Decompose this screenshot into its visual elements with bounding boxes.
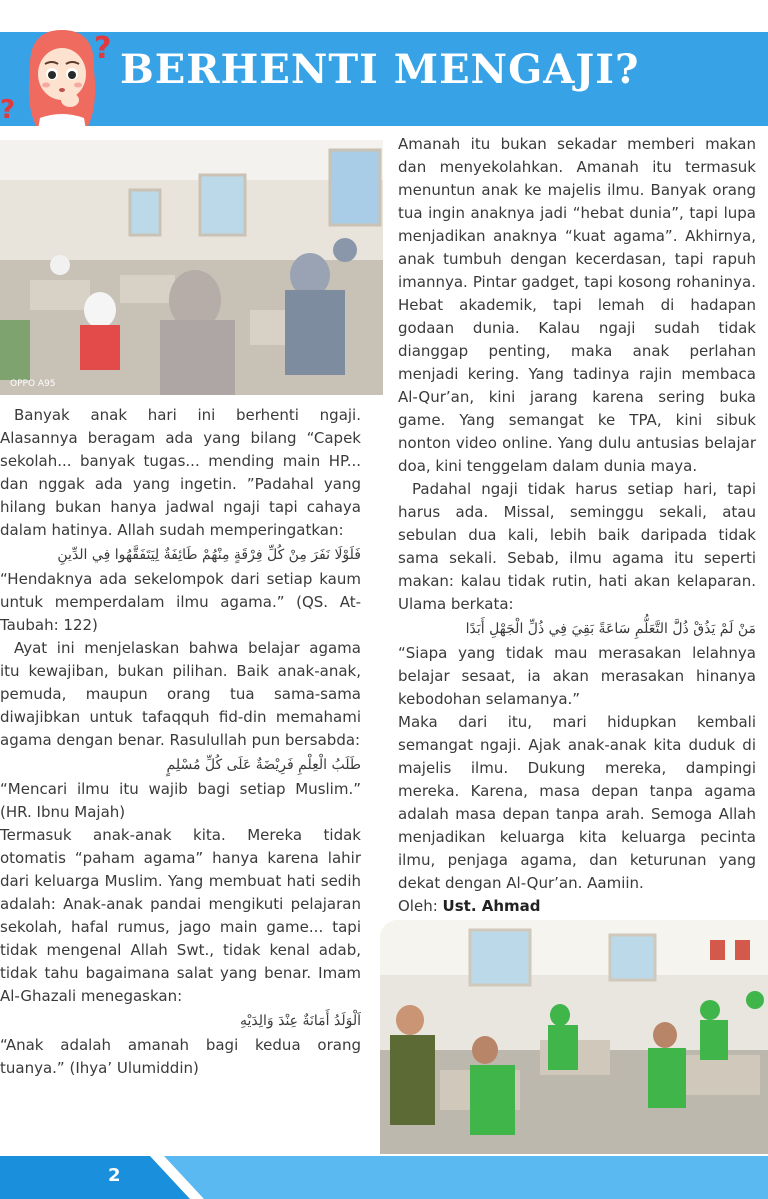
quran-verse: فَلَوْلَا نَفَرَ مِنْ كُلِّ فِرْقَةٍ مِنْهُمْ طَائِفَةٌ لِيَتَفَقَّهُوا فِي الدِّينِ — [57, 547, 361, 563]
author-name: Ust. Ahmad — [442, 897, 541, 915]
right-paragraph-2: Padahal ngaji tidak harus setiap hari, tapi harus ada. Missal, seminggu sekali, atau sebulan dua kali, lebih baik daripada tidak sama sekali. Sebab, ilmu agama itu seperti makan: kalau tidak rutin, hati akan kelaparan. Ulama berkata: — [398, 480, 756, 613]
classroom-photo-bottom — [380, 920, 768, 1154]
author-line — [398, 895, 756, 918]
left-paragraph-1: Banyak anak hari ini berhenti ngaji. Alasannya beragam ada yang bilang “Capek sekolah... banyak tugas... mending main HP... dan nggak ada yang ingetin. ”Padahal yang hilang bukan hanya jadwal ngaji tapi cahaya dalam hatinya. Allah sudah memperingatkan: — [0, 406, 361, 539]
hadith-translation: “Mencari ilmu itu wajib bagi setiap Muslim.” (HR. Ibnu Majah) — [0, 780, 361, 821]
svg-text:?: ? — [0, 95, 16, 125]
verse-translation: “Hendaknya ada sekelompok dari setiap kaum untuk memperdalam ilmu agama.” (QS. At-Taubah: 122) — [0, 570, 361, 634]
author-label: Oleh: — [398, 897, 438, 915]
hadith-text: طَلَبُ الْعِلْمِ فَرِيْضَةٌ عَلَى كُلِّ مُسْلِمٍ — [166, 757, 361, 773]
ulama-quote: مَنْ لَمْ يَذُقْ ذُلَّ التَّعَلُّمِ سَاعَةً بَقِيَ فِي ذُلِّ الْجَهْلِ أَبَدًا — [465, 621, 756, 637]
svg-text:?: ? — [94, 31, 112, 66]
mascot-illustration — [0, 18, 120, 130]
ulama-translation: “Siapa yang tidak mau merasakan lelahnya belajar sesaat, ia akan merasakan hinanya kebodohan selamanya.” — [398, 644, 756, 708]
right-paragraph-1: Amanah itu bukan sekadar memberi makan dan menyekolahkan. Amanah itu termasuk menuntun anak ke majelis ilmu. Banyak orang tua ingin anaknya jadi “hebat dunia”, tapi lupa menjadikan anaknya “kuat agama”. Akhirnya, anak tumbuh dengan kecerdasan, tapi rapuh imannya. Pintar gadget, tapi kosong rohaninya. Hebat akademik, tapi lemah di hadapan godaan dunia. Kalau ngaji sudah tidak dianggap penting, maka anak perlahan menjadi kering. Yang tadinya rajin membaca Al-Qur’an, kini jarang karena sering buka game. Yang semangat ke TPA, kini sibuk nonton video online. Yang dulu antusias belajar doa, kini tenggelam dalam dunia maya. — [398, 135, 756, 475]
left-column — [0, 404, 361, 1080]
left-paragraph-3: Termasuk anak-anak kita. Mereka tidak otomatis “paham agama” hanya karena lahir dari keluarga Muslim. Yang membuat hati sedih adalah: Anak-anak pandai mengikuti pelajaran sekolah, hafal rumus, jago main game... tapi tidak mengenal Allah Swt., tidak kenal adab, tidak tahu bagaimana salat yang benar. Imam Al-Ghazali menegaskan: — [0, 826, 361, 1005]
left-paragraph-2: Ayat ini menjelaskan bahwa belajar agama itu kewajiban, bukan pilihan. Baik anak-anak, pemuda, maupun orang tua sama-sama diwajibkan untuk tafaqquh fid-din memahami agama dengan benar. Rasulullah pun bersabda: — [0, 639, 361, 749]
classroom-photo-top — [0, 140, 383, 395]
ghazali-quote: اَلْوَلَدُ أَمَانَةٌ عِنْدَ وَالِدَيْهِ — [239, 1013, 361, 1029]
camera-watermark: OPPO A95 — [10, 379, 56, 389]
right-paragraph-3: Maka dari itu, mari hidupkan kembali semangat ngaji. Ajak anak-anak kita duduk di majelis ilmu. Dukung mereka, dampingi mereka. Karena, masa depan tanpa agama adalah masa depan tanpa arah. Semoga Allah menjadikan keluarga kita keluarga pecinta ilmu, penjaga agama, dan keturunan yang dekat dengan Al-Qur’an. Aamiin. — [398, 713, 756, 892]
page-number: 2 — [108, 1165, 121, 1186]
page-title: BERHENTI MENGAJI? — [120, 46, 640, 93]
right-column — [398, 133, 756, 918]
ghazali-translation: “Anak adalah amanah bagi kedua orang tuanya.” (Ihya’ Ulumiddin) — [0, 1036, 361, 1077]
